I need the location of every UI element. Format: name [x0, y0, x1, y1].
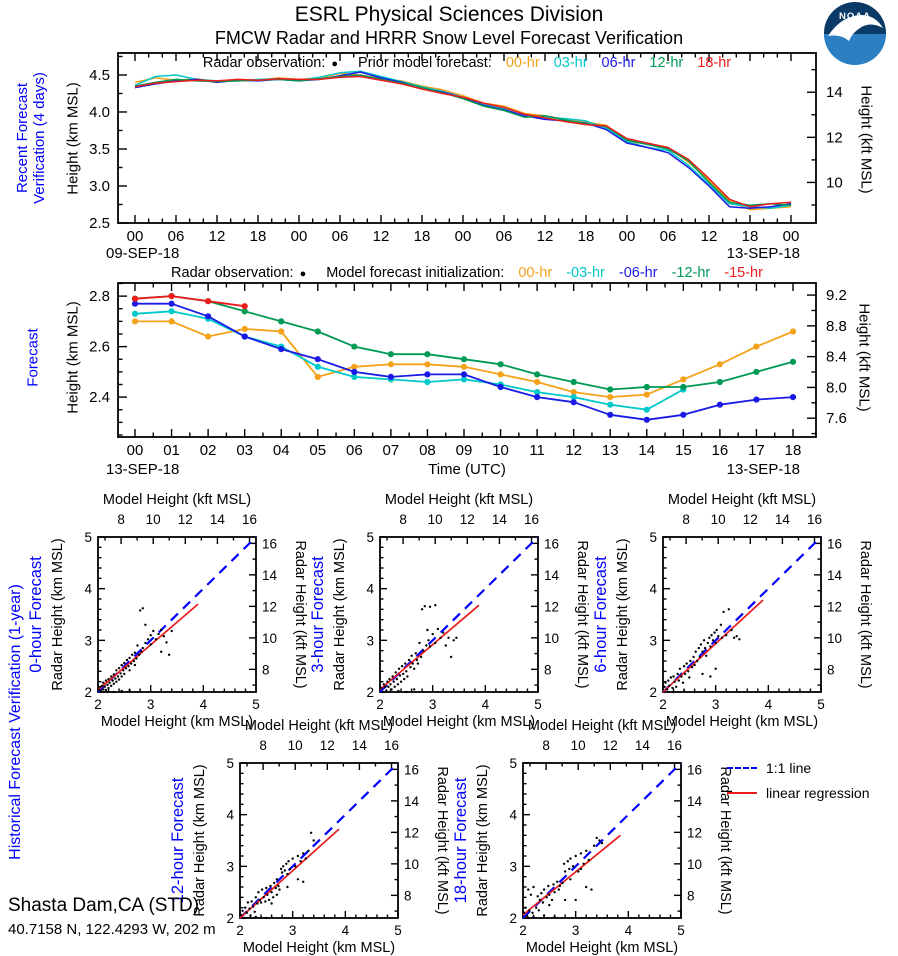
- station-name: Shasta Dam,CA (STD): [8, 895, 200, 916]
- svg-text:18-hour Forecast: 18-hour Forecast: [452, 777, 470, 904]
- svg-text:12: 12: [826, 129, 843, 147]
- svg-text:13: 13: [601, 442, 619, 459]
- svg-text:3: 3: [711, 697, 720, 712]
- forecast-series--15-hr: [135, 296, 245, 306]
- svg-text:8: 8: [262, 662, 270, 678]
- svg-text:17: 17: [748, 442, 765, 459]
- legend-text: -12-hr: [671, 265, 711, 281]
- svg-text:3: 3: [146, 697, 155, 712]
- svg-text:14: 14: [826, 84, 843, 102]
- legend-text: Model forecast initialization:: [326, 265, 505, 281]
- svg-text:12-hour Forecast: 12-hour Forecast: [169, 777, 187, 904]
- legend-text: ●: [331, 58, 339, 70]
- page-subtitle: FMCW Radar and HRRR Snow Level Forecast Verification: [214, 28, 684, 48]
- svg-text:3: 3: [571, 923, 580, 938]
- svg-text:5: 5: [394, 923, 402, 938]
- svg-text:3: 3: [226, 859, 234, 875]
- svg-text:08: 08: [419, 442, 436, 459]
- svg-text:12: 12: [700, 228, 718, 245]
- svg-text:2: 2: [94, 697, 102, 712]
- svg-text:14: 14: [638, 442, 656, 459]
- svg-text:Radar Height (kft MSL): Radar Height (kft MSL): [574, 540, 590, 689]
- svg-text:01: 01: [163, 442, 180, 459]
- svg-text:Model Height (km MSL): Model Height (km MSL): [665, 714, 819, 730]
- svg-text:3.5: 3.5: [89, 140, 110, 158]
- svg-text:2: 2: [659, 697, 667, 712]
- svg-text:8: 8: [687, 888, 695, 904]
- svg-text:3: 3: [509, 859, 517, 875]
- svg-text:16: 16: [523, 512, 540, 527]
- svg-text:4: 4: [764, 697, 773, 712]
- legend-text: Prior model forecast:: [358, 55, 492, 71]
- svg-text:13-SEP-18: 13-SEP-18: [726, 461, 800, 478]
- svg-text:12: 12: [536, 228, 554, 245]
- legend-row-regression: [727, 785, 870, 801]
- svg-text:16: 16: [383, 738, 400, 753]
- legend-text: 06-hr: [601, 55, 636, 71]
- scatter-panel-3-hour-forecast: [309, 492, 590, 730]
- line-legend: [727, 760, 870, 810]
- svg-text:Radar Height (kft MSL): Radar Height (kft MSL): [292, 540, 308, 689]
- svg-text:18: 18: [577, 228, 595, 245]
- svg-text:4: 4: [509, 807, 517, 823]
- svg-text:3.0: 3.0: [89, 177, 110, 195]
- svg-text:Model Height (km MSL): Model Height (km MSL): [100, 714, 254, 730]
- recent-series-12-hr: [135, 75, 791, 205]
- svg-text:10: 10: [570, 738, 586, 753]
- svg-text:2: 2: [649, 685, 657, 700]
- svg-text:9.2: 9.2: [826, 287, 847, 305]
- svg-text:00: 00: [618, 228, 636, 245]
- svg-text:8: 8: [544, 662, 552, 678]
- svg-text:16: 16: [544, 536, 560, 552]
- legend-row-1to1: [727, 760, 870, 776]
- svg-text:5: 5: [509, 756, 517, 771]
- panel2-side-label: Forecast: [24, 328, 42, 387]
- svg-text:10: 10: [544, 630, 560, 646]
- svg-text:12: 12: [544, 599, 560, 615]
- svg-text:2: 2: [509, 911, 517, 926]
- svg-text:02: 02: [199, 442, 217, 459]
- svg-text:Radar Height (km MSL): Radar Height (km MSL): [192, 764, 208, 917]
- svg-text:12: 12: [742, 512, 758, 527]
- recent-frame: [118, 53, 816, 223]
- svg-text:Model Height (kft MSL): Model Height (kft MSL): [384, 492, 534, 508]
- svg-text:16: 16: [687, 762, 703, 778]
- svg-text:Time (UTC): Time (UTC): [428, 461, 506, 478]
- svg-text:14: 14: [687, 793, 703, 809]
- svg-text:04: 04: [272, 442, 290, 459]
- svg-text:10: 10: [687, 856, 703, 872]
- svg-text:5: 5: [252, 697, 260, 712]
- svg-text:4: 4: [341, 923, 350, 938]
- svg-text:8: 8: [259, 738, 267, 753]
- svg-text:16: 16: [806, 512, 823, 527]
- svg-text:12: 12: [459, 512, 475, 527]
- svg-text:14: 14: [404, 793, 420, 809]
- svg-text:Model Height (km MSL): Model Height (km MSL): [382, 714, 536, 730]
- legend-text: Radar observation:: [202, 55, 326, 71]
- svg-text:3-hour Forecast: 3-hour Forecast: [309, 556, 327, 673]
- svg-text:10: 10: [826, 174, 843, 192]
- svg-text:Radar Height (km MSL): Radar Height (km MSL): [475, 764, 491, 917]
- noaa-logo-image: [823, 1, 887, 65]
- svg-text:8.4: 8.4: [826, 348, 847, 366]
- svg-text:2: 2: [519, 923, 527, 938]
- svg-text:2: 2: [366, 685, 374, 700]
- svg-text:4: 4: [624, 923, 633, 938]
- svg-text:16: 16: [827, 536, 843, 552]
- svg-text:2.4: 2.4: [89, 389, 110, 407]
- svg-text:14: 14: [262, 567, 278, 583]
- panel1-ylabel-right: Height (kft MSL): [857, 85, 875, 194]
- svg-text:8: 8: [117, 512, 125, 527]
- svg-text:06: 06: [495, 228, 513, 245]
- svg-text:8: 8: [682, 512, 690, 527]
- svg-text:Model Height (kft MSL): Model Height (kft MSL): [102, 492, 252, 508]
- svg-text:16: 16: [666, 738, 683, 753]
- svg-text:Radar Height (km MSL): Radar Height (km MSL): [615, 538, 631, 691]
- svg-text:4.0: 4.0: [89, 103, 110, 121]
- svg-text:2.8: 2.8: [89, 288, 110, 306]
- svg-text:Radar Height (kft MSL): Radar Height (kft MSL): [857, 540, 873, 689]
- svg-text:2: 2: [376, 697, 384, 712]
- svg-text:13-SEP-18: 13-SEP-18: [106, 461, 180, 478]
- svg-text:06: 06: [331, 228, 349, 245]
- svg-text:18: 18: [741, 228, 759, 245]
- noaa-logo-text: NOAA: [839, 11, 871, 22]
- svg-text:14: 14: [209, 512, 225, 527]
- page-title: ESRL Physical Sciences Division: [294, 3, 604, 26]
- svg-text:5: 5: [226, 756, 234, 771]
- svg-text:10: 10: [404, 856, 420, 872]
- svg-text:03: 03: [236, 442, 254, 459]
- scatter-panel-6-hour-forecast: [592, 492, 873, 730]
- svg-text:Radar Height (kft MSL): Radar Height (kft MSL): [434, 766, 450, 915]
- svg-text:8.0: 8.0: [826, 379, 847, 397]
- svg-text:3: 3: [649, 633, 657, 649]
- svg-text:7.6: 7.6: [826, 410, 847, 428]
- legend-text: 00-hr: [505, 55, 540, 71]
- scatter-panel-0-hour-forecast: [27, 492, 308, 730]
- svg-text:16: 16: [404, 762, 420, 778]
- svg-text:Radar Height (kft MSL): Radar Height (kft MSL): [717, 766, 733, 915]
- panel2-ylabel-right: Height (kft MSL): [855, 303, 873, 412]
- panel2-ylabel: Height (km MSL): [64, 301, 82, 414]
- svg-text:18: 18: [249, 228, 267, 245]
- svg-text:8: 8: [542, 738, 550, 753]
- svg-text:10: 10: [262, 630, 278, 646]
- svg-text:6-hour Forecast: 6-hour Forecast: [592, 556, 610, 673]
- svg-text:14: 14: [351, 738, 367, 753]
- svg-text:5: 5: [366, 530, 374, 545]
- svg-text:16: 16: [241, 512, 258, 527]
- svg-text:Model Height (kft MSL): Model Height (kft MSL): [527, 718, 677, 734]
- svg-text:Model Height (km MSL): Model Height (km MSL): [525, 940, 679, 956]
- svg-text:00: 00: [126, 228, 144, 245]
- station-coordinates: 40.7158 N, 122.4293 W, 202 m: [8, 921, 216, 938]
- svg-text:14: 14: [491, 512, 507, 527]
- panel2-legend: [118, 265, 816, 281]
- legend-text: 12-hr: [649, 55, 684, 71]
- svg-text:8: 8: [404, 888, 412, 904]
- legend-text: -03-hr: [566, 265, 605, 281]
- svg-text:10: 10: [492, 442, 509, 459]
- recent-series-00-hr: [135, 74, 791, 210]
- svg-text:4: 4: [199, 697, 208, 712]
- svg-text:16: 16: [711, 442, 729, 459]
- svg-text:10: 10: [287, 738, 303, 753]
- svg-text:00: 00: [290, 228, 308, 245]
- svg-text:5: 5: [534, 697, 542, 712]
- svg-text:12: 12: [177, 512, 193, 527]
- one-to-one-line-label: 1:1 line: [766, 760, 812, 776]
- svg-text:12: 12: [687, 825, 703, 841]
- svg-text:00: 00: [782, 228, 800, 245]
- recent-panel: [89, 53, 843, 262]
- svg-text:07: 07: [382, 442, 400, 459]
- svg-text:5: 5: [817, 697, 825, 712]
- svg-text:Model Height (km MSL): Model Height (km MSL): [242, 940, 396, 956]
- panel1-ylabel: Height (km MSL): [64, 82, 82, 195]
- svg-text:12: 12: [208, 228, 226, 245]
- svg-text:5: 5: [649, 530, 657, 545]
- recent-series-06-hr: [135, 72, 791, 208]
- svg-text:11: 11: [529, 442, 545, 459]
- svg-text:2: 2: [84, 685, 92, 700]
- legend-text: Radar observation:: [171, 265, 294, 281]
- svg-text:4: 4: [649, 581, 657, 597]
- svg-text:8: 8: [399, 512, 407, 527]
- svg-text:5: 5: [677, 923, 685, 938]
- svg-text:4: 4: [226, 807, 234, 823]
- svg-text:8: 8: [827, 662, 835, 678]
- svg-text:12: 12: [372, 228, 390, 245]
- svg-text:05: 05: [309, 442, 327, 459]
- svg-text:12: 12: [827, 599, 843, 615]
- svg-text:3: 3: [366, 633, 374, 649]
- forecast-panel: [89, 283, 847, 478]
- svg-text:3: 3: [428, 697, 437, 712]
- svg-text:14: 14: [634, 738, 650, 753]
- svg-text:09-SEP-18: 09-SEP-18: [106, 245, 180, 262]
- legend-text: ●: [299, 268, 307, 280]
- svg-text:09: 09: [455, 442, 473, 459]
- scatter-panel-18-hour-forecast: [452, 718, 733, 956]
- noaa-logo: [823, 1, 887, 65]
- svg-text:2.6: 2.6: [89, 338, 110, 356]
- legend-text: -15-hr: [724, 265, 763, 281]
- regression-line-sample: [727, 792, 757, 794]
- svg-text:10: 10: [145, 512, 161, 527]
- svg-text:10: 10: [427, 512, 443, 527]
- legend-text: -06-hr: [618, 265, 658, 281]
- svg-text:3: 3: [84, 633, 92, 649]
- svg-text:4: 4: [366, 581, 374, 597]
- svg-text:14: 14: [544, 567, 560, 583]
- svg-text:18: 18: [413, 228, 431, 245]
- legend-text: 03-hr: [553, 55, 588, 71]
- svg-text:12: 12: [404, 825, 420, 841]
- svg-text:15: 15: [674, 442, 692, 459]
- svg-text:2: 2: [226, 911, 234, 926]
- svg-text:Radar Height (km MSL): Radar Height (km MSL): [50, 538, 66, 691]
- svg-text:06: 06: [659, 228, 677, 245]
- svg-text:Radar Height (km MSL): Radar Height (km MSL): [332, 538, 348, 691]
- historical-section-label: Historical Forecast Verification (1-year): [7, 584, 24, 860]
- svg-text:00: 00: [454, 228, 472, 245]
- recent-series-03-hr: [135, 71, 791, 208]
- svg-text:0-hour Forecast: 0-hour Forecast: [27, 556, 45, 673]
- svg-text:Model Height (kft MSL): Model Height (kft MSL): [667, 492, 817, 508]
- svg-text:4.5: 4.5: [89, 66, 110, 84]
- svg-text:14: 14: [827, 567, 843, 583]
- legend-text: 00-hr: [518, 265, 553, 281]
- svg-text:12: 12: [602, 738, 618, 753]
- regression-line-label: linear regression: [766, 785, 870, 801]
- panel1-legend: [118, 55, 816, 71]
- svg-text:14: 14: [774, 512, 790, 527]
- svg-text:4: 4: [84, 581, 92, 597]
- svg-text:4: 4: [481, 697, 490, 712]
- svg-text:5: 5: [84, 530, 92, 545]
- panel1-side-label: Recent Forecast Verification (4 days): [14, 72, 48, 204]
- svg-text:3: 3: [288, 923, 297, 938]
- svg-text:12: 12: [565, 442, 583, 459]
- svg-text:10: 10: [827, 630, 843, 646]
- svg-text:18: 18: [784, 442, 802, 459]
- svg-text:10: 10: [710, 512, 726, 527]
- svg-text:12: 12: [262, 599, 278, 615]
- svg-text:00: 00: [126, 442, 144, 459]
- svg-text:2: 2: [236, 923, 244, 938]
- svg-text:2.5: 2.5: [89, 215, 110, 232]
- svg-text:12: 12: [319, 738, 335, 753]
- svg-text:16: 16: [262, 536, 278, 552]
- svg-text:13-SEP-18: 13-SEP-18: [726, 245, 800, 262]
- one-to-one-line-sample: [727, 767, 757, 769]
- svg-text:06: 06: [167, 228, 185, 245]
- svg-text:06: 06: [345, 442, 363, 459]
- svg-text:8.8: 8.8: [826, 317, 847, 335]
- legend-text: 18-hr: [697, 55, 732, 71]
- svg-text:Model Height (kft MSL): Model Height (kft MSL): [244, 718, 394, 734]
